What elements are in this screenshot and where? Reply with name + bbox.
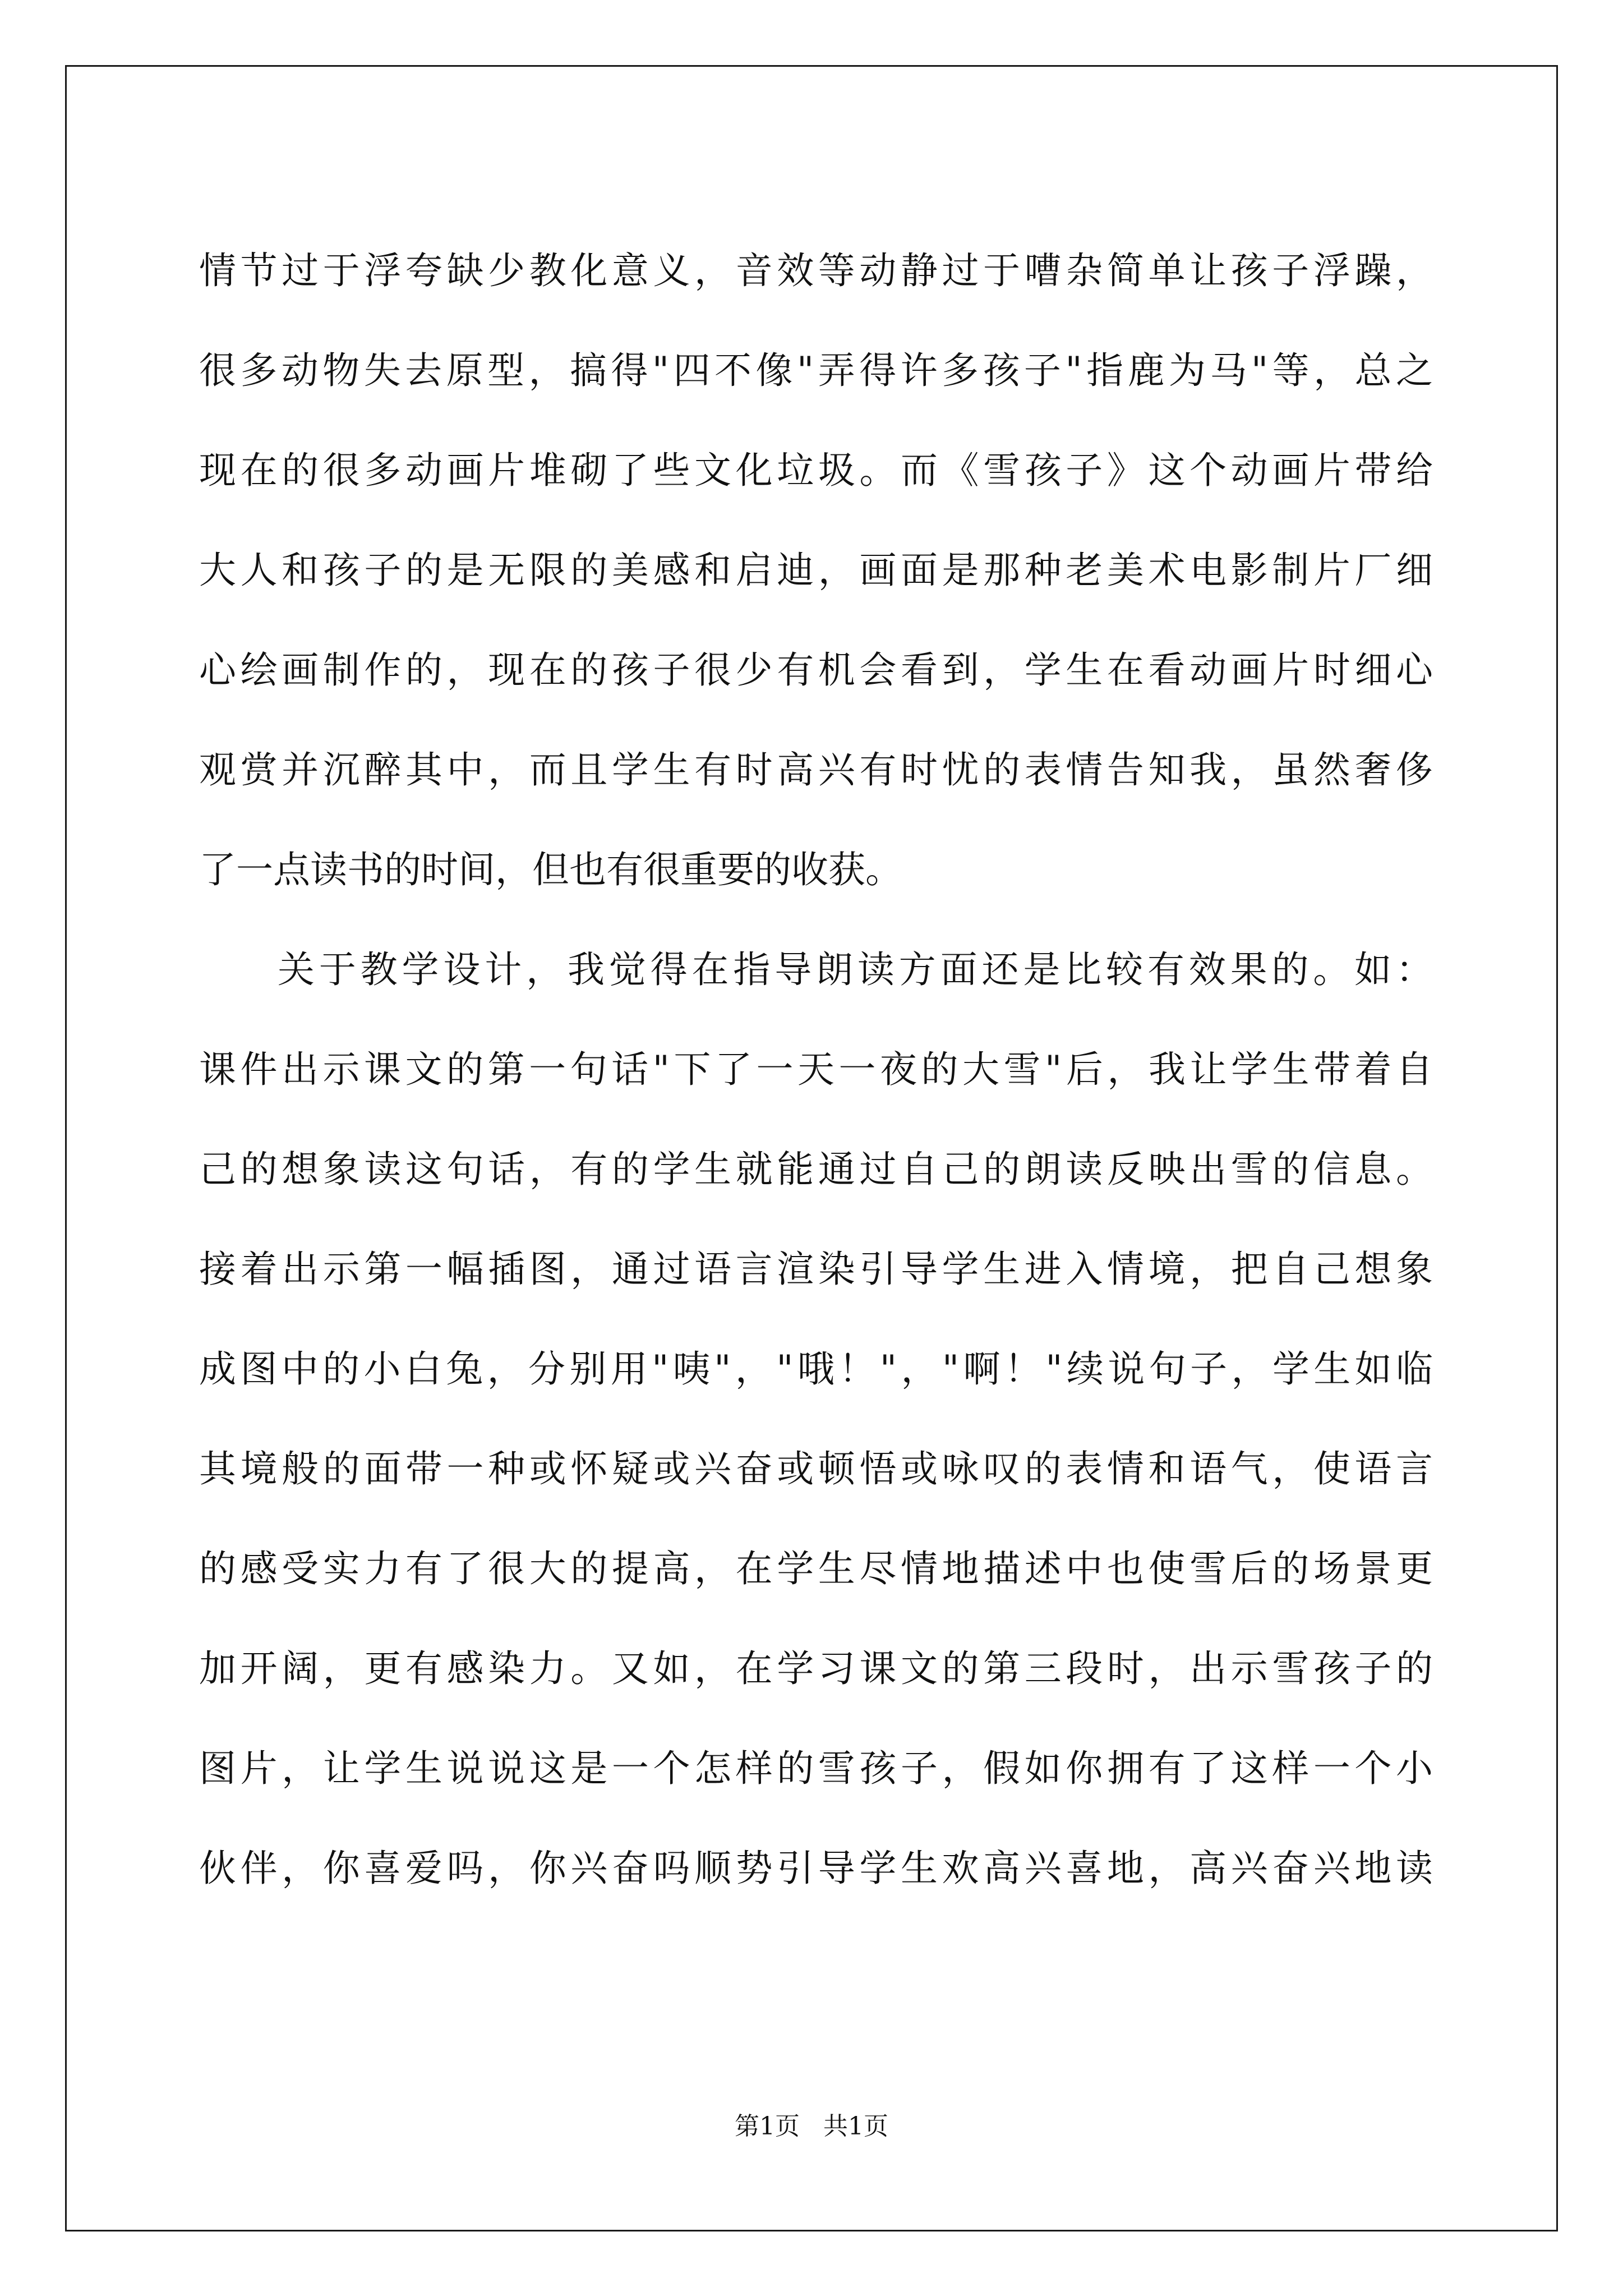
text-line: 其境般的面带一种或怀疑或兴奋或顿悟或咏叹的表情和语气，使语言 [199, 1447, 1433, 1490]
text-line: 接着出示第一幅插图，通过语言渲染引导学生进入情境，把自己想象 [199, 1248, 1433, 1291]
text-line: 大人和孩子的是无限的美感和启迪，画面是那种老美术电影制片厂细 [199, 549, 1433, 592]
text-line: 了一点读书的时间，但也有很重要的收获。 [199, 848, 902, 891]
text-line: 情节过于浮夸缺少教化意义，音效等动静过于嘈杂简单让孩子浮躁， [199, 249, 1433, 292]
text-line: 己的想象读这句话，有的学生就能通过自己的朗读反映出雪的信息。 [199, 1148, 1433, 1191]
document-body [199, 221, 1433, 1918]
text-line: 的感受实力有了很大的提高，在学生尽情地描述中也使雪后的场景更 [199, 1547, 1433, 1590]
page-number: 第1页 [735, 2112, 800, 2141]
text-line: 加开阔，更有感染力。又如，在学习课文的第三段时，出示雪孩子的 [199, 1647, 1433, 1690]
text-line: 成图中的小白兔，分别用"咦"，"哦！"，"啊！"续说句子，学生如临 [199, 1347, 1433, 1391]
text-line: 现在的很多动画片堆砌了些文化垃圾。而《雪孩子》这个动画片带给 [199, 449, 1433, 492]
text-line: 很多动物失去原型，搞得"四不像"弄得许多孩子"指鹿为马"等，总之 [199, 349, 1433, 392]
page-footer [0, 2106, 1623, 2142]
paragraph-first-line: 关于教学设计，我觉得在指导朗读方面还是比较有效果的。如： [278, 948, 1433, 991]
text-line: 课件出示课文的第一句话"下了一天一夜的大雪"后，我让学生带着自 [199, 1048, 1433, 1091]
total-pages: 共1页 [823, 2112, 888, 2141]
text-line: 伙伴，你喜爱吗，你兴奋吗顺势引导学生欢高兴喜地，高兴奋兴地读 [199, 1847, 1433, 1890]
text-line: 图片，让学生说说这是一个怎样的雪孩子，假如你拥有了这样一个小 [199, 1747, 1433, 1790]
text-line: 心绘画制作的，现在的孩子很少有机会看到，学生在看动画片时细心 [199, 648, 1433, 692]
text-line: 观赏并沉醉其中，而且学生有时高兴有时忧的表情告知我，虽然奢侈 [199, 748, 1433, 792]
